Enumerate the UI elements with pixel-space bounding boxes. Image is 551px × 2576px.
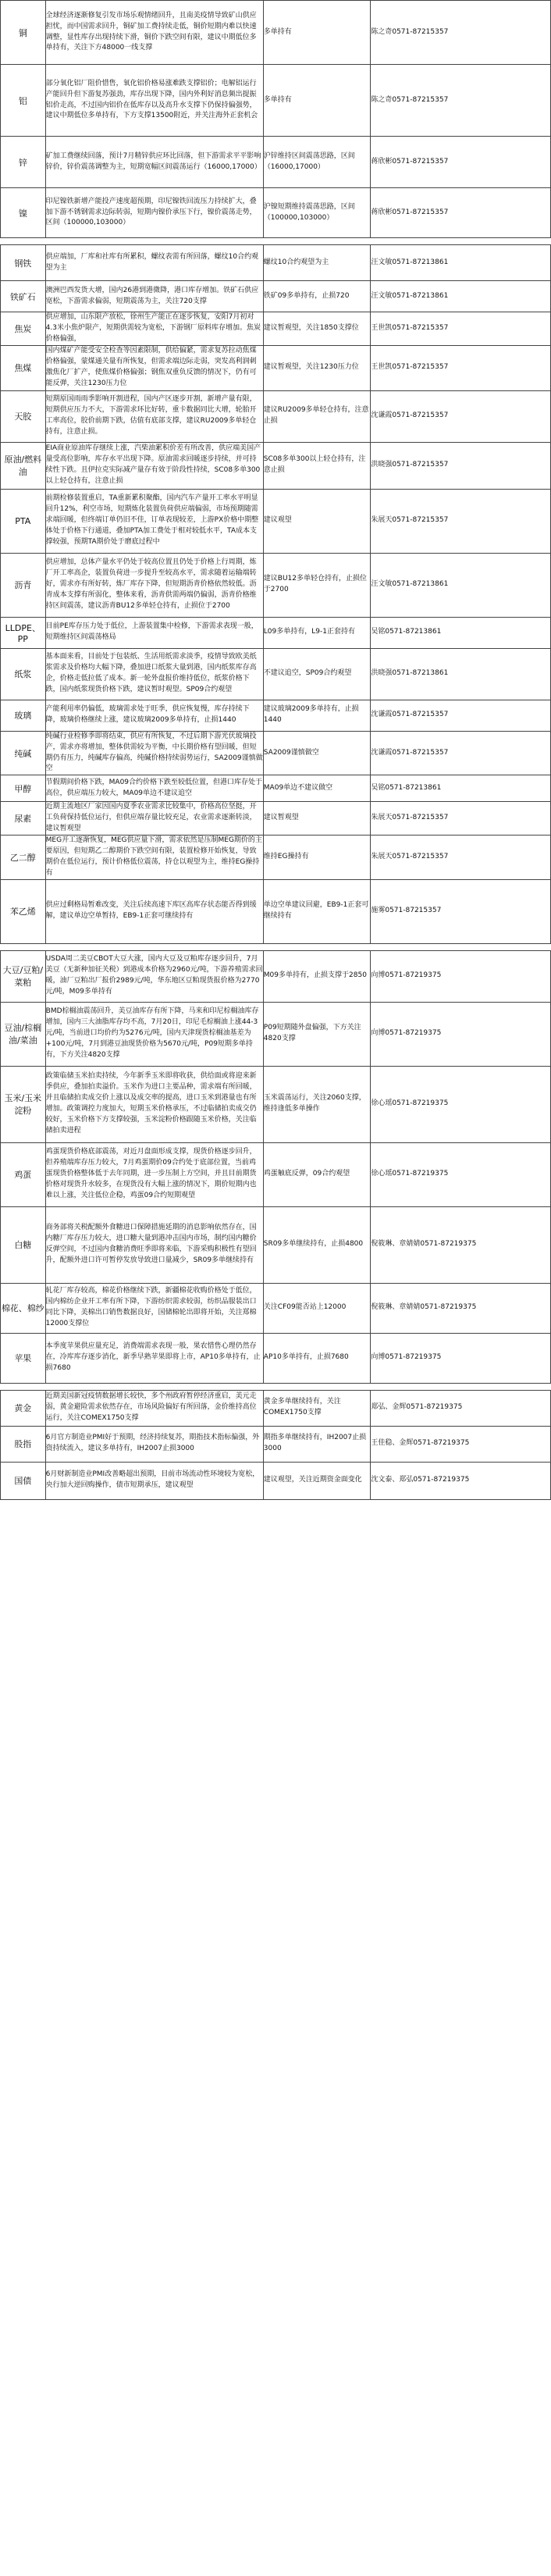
analyst-contact-text: 向博0571-87219375 (371, 971, 442, 980)
commodity-name (1, 1283, 46, 1333)
commodity-name-text: 大豆/豆粕/菜粕 (2, 965, 44, 989)
market-analysis-text: 政策临储玉米拍卖持续，今年新季玉米即将收获，供给面或将迎来新季供应，叠加拍卖溢价。玉米作为进口主要品种，需求端有所回暖，并且临储拍卖成交价上涨以及成交率的提高，进口玉米到港量也有所增加。政策调控力度加大，短期玉米价格承压，不过临储拍卖成交仍较好，玉米价格下方支撑较强，玉米淀粉价格跟随玉米价格，关注临储拍卖进程 (45, 1072, 257, 1135)
trading-view (263, 1426, 371, 1462)
trading-view (263, 345, 371, 390)
commodity-name (1, 1333, 46, 1383)
market-analysis (45, 775, 263, 802)
trading-view (263, 65, 371, 137)
commodity-name (1, 700, 46, 731)
commodity-name (1, 617, 46, 648)
analyst-contact-text: 朱展天0571-87215357 (371, 516, 449, 525)
commodity-name-text: 钢铁 (14, 258, 32, 269)
commodity-name-text: 棉花、棉纱 (1, 1303, 44, 1314)
trading-view (263, 188, 371, 238)
analyst-contact-text: 沈文泰、郑弘0571-87219375 (371, 1476, 470, 1484)
table-row (1, 312, 551, 346)
trading-view-text: SR09多单继续持有，止损4800 (263, 1240, 364, 1249)
section-gap-cell (1, 943, 551, 950)
commodity-name-text: 纯碱 (14, 748, 32, 759)
analyst-contact-text: 倪筱琳、章婧婧0571-87219375 (371, 1240, 477, 1249)
commodity-name (1, 390, 46, 442)
table-row (1, 879, 551, 943)
trading-view-text: 维持EG操持有 (263, 852, 309, 860)
trading-view (263, 442, 371, 489)
trading-view (263, 1142, 371, 1206)
table-row (1, 137, 551, 188)
market-analysis (45, 700, 263, 731)
trading-view (263, 879, 371, 943)
commodity-name-text: 铝 (18, 95, 27, 106)
analyst-contact-text: 王世凯0571-87215357 (371, 323, 449, 332)
market-analysis-text: BMD棕榈油震荡回升，美豆油库存有所下降，马来和印尼棕榈油库存增加，国内三大油脂库存均不高，7月20日，印尼毛棕榈油上涨44-3元/吨，当前进口均价约为5276元/吨，国内天津现货棕榈油基差为+100元/吨，7月到港豆油现货价格为5670元/吨，P09短期多单持有，下方关注4820支撑 (45, 1007, 259, 1060)
commodity-name (1, 1002, 46, 1066)
market-analysis-text: 6月财新制造业PMI改善略超出预期，目前市场流动性环境较为宽松，央行加大逆回购操作，债市短期承压，建议观望 (45, 1470, 260, 1490)
table-row (1, 1390, 551, 1426)
table-row (1, 1206, 551, 1283)
market-analysis-text: 基本面来看，目前处于包装纸、生活用纸需求淡季，疫情导致欧美纸浆需求及价格均大幅下降，叠加进口纸浆大量到港，国内纸浆库存高企，价格走低拉低了成本。新一轮外盘报价维持低位，纸浆价格下跌，国内纸浆现货价格下跌，建议暂时观望。SP09合约观望 (45, 653, 257, 694)
commodity-name (1, 1066, 46, 1142)
analyst-contact (371, 345, 551, 390)
market-analysis (45, 1002, 263, 1066)
commodity-name-text: 苹果 (14, 1353, 32, 1364)
trading-view (263, 137, 371, 188)
commodity-name (1, 879, 46, 943)
trading-view (263, 950, 371, 1002)
trading-view (263, 1066, 371, 1142)
analyst-contact (371, 700, 551, 731)
commodity-name (1, 1390, 46, 1426)
commodity-name-text: 焦煤 (14, 363, 32, 374)
commodity-name (1, 188, 46, 238)
analyst-contact (371, 1002, 551, 1066)
market-analysis-text: 节假期间价格下跌，MA09合约价格下跌至较低位置，但港口库存处于高位，供应端压力较大，MA09单边不建议追空 (45, 778, 263, 797)
table-row (1, 345, 551, 390)
table-row (1, 1142, 551, 1206)
table-row (1, 1066, 551, 1142)
analyst-contact (371, 879, 551, 943)
commodity-name-text: 苯乙烯 (9, 907, 36, 917)
trading-view (263, 390, 371, 442)
market-analysis-text: EIA商业原油库存继续上涨，汽柴油累积价差有所改善，供应端美国产量受高位影响，库存水平出现下降。原油需求回暖逐步持续，并可持续性下跌。且伊拉克实际减产量存有效于阶段性持续，SC08多单300以上轻仓持有，注意止损 (45, 444, 261, 486)
market-analysis (45, 731, 263, 775)
analyst-contact-text: 向博0571-87219375 (371, 1029, 442, 1038)
market-analysis (45, 1390, 263, 1426)
market-analysis (45, 281, 263, 312)
analyst-contact-text: 陈之奇0571-87215357 (371, 95, 449, 104)
trading-view-text: 期指多单继续持有，IH2007止损3000 (263, 1434, 367, 1453)
analyst-contact (371, 1333, 551, 1383)
table-row (1, 390, 551, 442)
analyst-contact-text: 陈之奇0571-87215357 (371, 27, 449, 36)
market-analysis-text: 本季度苹果供应量充足，消费端需求表现一般，果农惜售心理仍然存在，冷库库存逐步消化，新季早熟苹果即将上市，AP10多单持有，止损7680 (45, 1342, 261, 1373)
trading-view-text: 多单持有 (263, 95, 292, 104)
trading-view-text: SA2009谨慎做空 (263, 748, 319, 757)
commodity-name (1, 1462, 46, 1499)
trading-view (263, 1390, 371, 1426)
market-analysis (45, 390, 263, 442)
analyst-contact (371, 617, 551, 648)
analyst-contact (371, 1390, 551, 1426)
market-analysis-text: 6月官方制造业PMI好于预期，经济持续复苏，期指技术指标偏强，外资持续流入，建议多单持有，IH2007止损3000 (45, 1434, 260, 1453)
analyst-contact (371, 648, 551, 700)
analyst-contact (371, 1283, 551, 1333)
table-row (1, 1002, 551, 1066)
commodity-name (1, 836, 46, 880)
trading-view (263, 281, 371, 312)
commodity-name-text: 镍 (18, 208, 27, 219)
analyst-contact-text: 洪晓强0571-87215357 (371, 461, 449, 469)
market-analysis-text: 近期美国新冠疫情数据增长较快，多个州政府暂停经济重启，美元走弱，黄金避险需求依然存在，市场风险偏好有所回落，金价维持高位运行，关注COMEX1750支撑 (45, 1392, 257, 1423)
analyst-contact-text: 倪筱琳、章婧婧0571-87219375 (371, 1303, 477, 1312)
trading-view (263, 1002, 371, 1066)
market-analysis (45, 442, 263, 489)
market-analysis-text: 鸡蛋现货价格底部震荡，对近月盘面形成支撑，现货价格逐步回升，但养殖端库存压力较大，7月鸡蛋期价09合约处于底部位置，当前鸡蛋现货价格整体低于去年同期，进一步压制上方空间，并且目前期货价格对现货升水较多，在现货没有大幅上涨的情况下，期价短期内也难以上涨，关注低位企稳，鸡蛋09合约短期观望 (45, 1148, 257, 1200)
market-analysis (45, 1142, 263, 1206)
commodity-name (1, 281, 46, 312)
commodity-name (1, 245, 46, 281)
trading-view-text: 建议观望，关注近期资金面变化 (263, 1476, 362, 1484)
market-analysis-text: 全球经济逐渐修复引发市场乐观情绪回升，且南美疫情导致矿山供应担忧，而中国需求回升，铜矿加工费持续走低，铜价短期内难以快速调整，显性库存出现持续下滑，铜价下跌空间有限，建议中期低位多单持有，关注下方48000一线支撑 (45, 11, 257, 52)
table-row (1, 648, 551, 700)
trading-view-text: 建议观望 (263, 516, 292, 525)
analyst-contact (371, 950, 551, 1002)
commodity-name (1, 1142, 46, 1206)
trading-view-text: 不建议追空，SP09合约观望 (263, 669, 352, 678)
analyst-contact-text: 蒋欣彬0571-87215357 (371, 208, 449, 216)
trading-view-text: 建议暂观望，关注1850支撑位 (263, 323, 359, 332)
market-analysis-text: 产能利用率仍偏低，玻璃需求处于旺季，供应恢复慢，库存持续下降，玻璃价格继续上涨，建议玻璃2009多单持有，止损1440 (45, 705, 250, 725)
commodity-name-text: 尿素 (14, 814, 32, 825)
trading-view (263, 1333, 371, 1383)
trading-view (263, 836, 371, 880)
commodity-name-text: 锌 (18, 157, 27, 168)
commodity-name (1, 553, 46, 617)
analyst-contact-text: 徐心瑶0571-87219375 (371, 1099, 449, 1108)
commodity-name (1, 1, 46, 65)
commodity-name-text: 乙二醇 (9, 852, 36, 863)
market-analysis (45, 489, 263, 553)
analyst-contact-text: 吴铭0571-87213861 (371, 783, 442, 792)
table-row (1, 731, 551, 775)
trading-view-text: 多单持有 (263, 27, 292, 36)
commodity-name (1, 345, 46, 390)
market-analysis-text: 矿加工费继续回落，预计7月精锌供应环比回落，但下游需求平平影响锌价，锌价震荡调整为主，短期宽幅区间震荡运行（16000,17000） (45, 151, 261, 171)
analyst-contact (371, 1142, 551, 1206)
commodity-name (1, 731, 46, 775)
section-gap-cell (1, 238, 551, 245)
analyst-contact (371, 1206, 551, 1283)
trading-view (263, 553, 371, 617)
commodity-name-text: 铜 (18, 27, 27, 38)
commodity-name-text: 原油/燃料油 (4, 454, 42, 478)
market-analysis (45, 879, 263, 943)
analyst-contact (371, 390, 551, 442)
analyst-contact (371, 1426, 551, 1462)
market-analysis (45, 1333, 263, 1383)
analyst-contact-text: 朱展天0571-87215357 (371, 814, 449, 822)
trading-view-text: P09短期随外盘偏强，下方关注4820支撑 (263, 1024, 361, 1043)
analyst-contact-text: 沈谦霞0571-87215357 (371, 711, 449, 719)
table-row (1, 489, 551, 553)
trading-view-text: 关注CF09能否站上12000 (263, 1303, 347, 1312)
trading-view-text: MA09单边不建议做空 (263, 783, 333, 792)
trading-view-text: 沪锌维持区间震荡思路，区间（16000,17000） (263, 151, 355, 171)
trading-view-text: 建议玻璃2009多单持有，止损1440 (263, 705, 359, 725)
table-row (1, 700, 551, 731)
market-analysis (45, 137, 263, 188)
commodity-name-text: 玻璃 (14, 711, 32, 721)
market-analysis-text: 供应端加，厂库和社库有所累积，螺纹表需有所回落，螺纹10合约观望为主 (45, 252, 259, 272)
commodity-name-text: 国债 (14, 1476, 32, 1487)
market-analysis (45, 312, 263, 346)
table-row (1, 188, 551, 238)
analyst-contact (371, 489, 551, 553)
market-analysis (45, 1426, 263, 1462)
table-row (1, 775, 551, 802)
trading-view (263, 802, 371, 836)
table-row (1, 1426, 551, 1462)
market-analysis-text: 供应过剩格局暂难改变，关注后续高速下库区高库存状态能否得到缓解，建议单边空单暂持，EB9-1正套可继续持有 (45, 901, 257, 921)
market-analysis-text: 供应增加，山东限产放松，徐州生产能正在逐步恢复，安阳7月初对4.3米小焦炉限产，短期供需较为宽松，下游钢厂原料库存增加。焦炭价格偏强， (45, 313, 261, 343)
market-analysis (45, 802, 263, 836)
analyst-contact-text: 沈谦霞0571-87215357 (371, 748, 449, 757)
trading-view-text: 单边空单建议回避，EB9-1正套可继续持有 (263, 901, 369, 921)
analyst-contact-text: 朱展天0571-87215357 (371, 852, 449, 860)
analyst-contact (371, 65, 551, 137)
trading-view-text: 玉米震荡运行，关注2060支撑，维持逢低多单操作 (263, 1094, 366, 1113)
market-analysis (45, 65, 263, 137)
market-analysis (45, 950, 263, 1002)
market-analysis (45, 1, 263, 65)
trading-view-text: M09多单持有，止损支撑于2850 (263, 971, 367, 980)
analyst-contact-text: 汪文敏0571-87213861 (371, 291, 449, 300)
trading-view (263, 245, 371, 281)
market-analysis (45, 553, 263, 617)
table-row (1, 802, 551, 836)
commodity-name (1, 65, 46, 137)
commodity-name-text: 白糖 (14, 1240, 32, 1251)
trading-view (263, 489, 371, 553)
table-row (1, 617, 551, 648)
trading-view-text: 鸡蛋触底反弹，09合约观望 (263, 1170, 350, 1178)
trading-view (263, 700, 371, 731)
trading-view (263, 1283, 371, 1333)
analyst-contact-text: 郑弘、金辉0571-87219375 (371, 1403, 463, 1412)
commodity-name (1, 1206, 46, 1283)
commodity-name (1, 648, 46, 700)
table-row (1, 950, 551, 1002)
analyst-contact-text: 汪文敏0571-87213861 (371, 258, 449, 266)
analyst-contact (371, 137, 551, 188)
section-gap (1, 1383, 551, 1390)
analyst-contact (371, 1462, 551, 1499)
analyst-contact (371, 553, 551, 617)
analyst-contact-text: 吴铭0571-87213861 (371, 628, 442, 636)
trading-view-text: L09多单持有，L9-1正套持有 (263, 628, 355, 636)
trading-view (263, 775, 371, 802)
market-analysis-text: MEG开工逐渐恢复，MEG供应量下滑，需求依然是压制MEG期价的主要原因，但短期乙二醇期价下跌空间有限，装置检修开始恢复，导致期价在低位运行，预计价格低位震荡，持仓以观望为主，维持EG操持有 (45, 836, 262, 877)
commodity-name (1, 1426, 46, 1462)
trading-view (263, 617, 371, 648)
trading-view-text: AP10多单持有，止损7680 (263, 1353, 349, 1362)
market-analysis (45, 648, 263, 700)
market-analysis (45, 345, 263, 390)
analyst-contact-text: 洪晓强0571-87213861 (371, 669, 449, 678)
analyst-contact (371, 245, 551, 281)
table-row (1, 1462, 551, 1499)
analyst-contact (371, 188, 551, 238)
commodity-name-text: 沥青 (14, 580, 32, 591)
market-analysis-text: 部分氧化铝厂阻价惜售，氧化铝价格易涨难跌支撑铝价；电解铝运行产能回升但下游复苏强劲，库存出现下降，国内外利好消息频出提振铝价走高，不过国内铝价在低库存以及高升水支撑下仍保持偏强势，建议中期低位多单持有，下方支撑13500附近，并关注海外正套机会 (45, 79, 258, 120)
analyst-contact (371, 281, 551, 312)
table-row (1, 1283, 551, 1333)
analyst-contact (371, 802, 551, 836)
commodity-name-text: 纸浆 (14, 669, 32, 680)
table-row (1, 281, 551, 312)
trading-view (263, 1462, 371, 1499)
market-analysis-text: 供应增加，总体产量水平仍处于较高位置且仍处于价格上行周期，炼厂开工率高企，装置负荷进一步提升至较高水平，需求随着运输端转好，需求亦有所好转，炼厂库存下降，但短期沥青价格依然较低。沥青成本支撑有所弱化，整体来看，沥青供需两端仍偏弱，沥青价格维持区间震荡，建议沥青BU12多单轻仓持有，止损位于2700 (45, 558, 257, 611)
commodity-name-text: 天胶 (14, 412, 32, 422)
table-row (1, 442, 551, 489)
market-analysis (45, 1462, 263, 1499)
table-row (1, 1, 551, 65)
trading-view (263, 731, 371, 775)
section-gap (1, 238, 551, 245)
analyst-contact (371, 731, 551, 775)
market-analysis (45, 1066, 263, 1142)
trading-view-text: 建议暂观望 (263, 814, 299, 822)
analyst-contact (371, 836, 551, 880)
market-analysis-text: 短期原国雨雨季影响开割进程，国内产区逐步开割，新增产量有限，短期供应压力不大，下游需求环比好转，重卡数据同比大增，轮胎开工率高位，胶价前期下跌，估值有底部支撑，建议RU2009多单轻仓持有，注意止损。 (45, 395, 257, 436)
market-analysis (45, 188, 263, 238)
market-analysis-text: 近期主流地区厂家因国内夏季农业需求比较集中，价格高位坚挺，开工负荷保持低位运行，但供应端存量比较充足，农业需求逐渐转淡，建议暂观望 (45, 803, 257, 833)
commodity-name-text: 焦炭 (14, 323, 32, 334)
analyst-contact-text: 施雾0571-87215357 (371, 907, 442, 915)
trading-view (263, 312, 371, 346)
analyst-contact-text: 徐心瑶0571-87219375 (371, 1170, 449, 1178)
market-analysis-text: 轧花厂库存较高，棉花价格继续下跌，新疆棉花收购价格处于低位，国内棉纺企业开工率有所下降，下游纺织需求较弱，纺织品服装出口同比下降，美棉出口销售数据良好，国储棉轮出即将开始，关注郑棉12000支撑位 (45, 1287, 257, 1328)
commodity-name-text: 豆油/棕榈油/菜油 (4, 1023, 42, 1046)
analyst-contact-text: 王佳稳、金辉0571-87219375 (371, 1439, 470, 1448)
commodity-name (1, 950, 46, 1002)
table-row (1, 836, 551, 880)
market-analysis-text: 国内煤矿产能受安全检查等因素限制，供给偏紧，需求复苏拉动焦煤价格偏强，蒙煤通关量有所恢复，但需求端边际走弱，突发高利润刺激焦化厂扩产，使焦煤价格偏强；钢焦双重负反馈的情况下，仍有可能反弹，关注1230压力位 (45, 347, 257, 388)
commodity-name-text: 股指 (14, 1439, 32, 1450)
market-analysis (45, 836, 263, 880)
analyst-contact (371, 775, 551, 802)
analyst-contact-text: 汪文敏0571-87213861 (371, 580, 449, 589)
trading-view (263, 1206, 371, 1283)
section-gap (1, 943, 551, 950)
commodity-name-text: 玉米/玉米淀粉 (4, 1093, 42, 1117)
commodity-name-text: 铁矿石 (9, 291, 36, 302)
commodity-name-text: 黄金 (14, 1403, 32, 1414)
commodity-name (1, 442, 46, 489)
analyst-contact (371, 1, 551, 65)
commodity-name-text: PTA (15, 515, 31, 526)
market-analysis-text: 澳洲巴西发货大增，国内26港到港微降，港口库存增加。铁矿石供应宽松，下游需求偏弱，短期震荡为主，关注720支撑 (45, 286, 259, 305)
trading-view (263, 1, 371, 65)
market-analysis (45, 1206, 263, 1283)
trading-view-text: 螺纹10合约观望为主 (263, 258, 329, 266)
market-analysis-text: 目前PE库存压力处于低位，上游装置集中检修，下游需求表现一般，短期维持区间震荡格局 (45, 622, 258, 642)
commodity-name (1, 775, 46, 802)
market-analysis (45, 617, 263, 648)
analyst-contact (371, 312, 551, 346)
table-row (1, 245, 551, 281)
analyst-contact-text: 王世凯0571-87215357 (371, 363, 449, 372)
market-analysis-text: 纯碱行业检修季即将结束，供应有所恢复，不过后期下游光伏玻璃投产，需求亦将增加，整体供需较为平衡，中长期价格有望回暖，但短期仍有压力，纯碱库存偏高，纯碱价格持续弱势运行，SA2009谨慎做空 (45, 732, 263, 773)
commodity-name-text: 鸡蛋 (14, 1170, 32, 1181)
table-row (1, 1333, 551, 1383)
analyst-contact-text: 蒋欣彬0571-87215357 (371, 157, 449, 166)
market-analysis (45, 245, 263, 281)
table-row (1, 65, 551, 137)
trading-view-text: 铁矿09多单持有，止损720 (263, 291, 350, 300)
analyst-contact-text: 沈谦霞0571-87215357 (371, 412, 449, 420)
market-analysis-text: USDA周二美豆CBOT大豆大涨，国内大豆及豆粕库存逐步回升，7月美豆（无新种加征关税）到港成本价格为2960元/吨，下游养殖需求回暖，油厂豆粕出厂报价2989元/吨，华东地区豆粕现货报价格为2770元/吨，M09多单持有 (45, 955, 263, 996)
trading-view-text: 黄金多单继续持有，关注COMEX1750支撑 (263, 1398, 341, 1417)
analyst-contact (371, 1066, 551, 1142)
section-gap-cell (1, 1383, 551, 1390)
commodity-name (1, 137, 46, 188)
table-row (1, 553, 551, 617)
trading-view-text: 建议BU12多单轻仓持有，止损位于2700 (263, 575, 368, 594)
market-analysis (45, 1283, 263, 1333)
market-analysis-text: 印尼镍铁新增产能投产速度超预期，印尼镍铁回流压力持续扩大，叠加下游不锈钢需求边际转弱，短期内镍价承压下行，镍价震荡走势，区间（100000,103000） (45, 197, 257, 227)
analyst-contact (371, 442, 551, 489)
trading-view-text: 沪镍短期维持震荡思路，区间（100000,103000） (263, 202, 355, 222)
trading-view (263, 648, 371, 700)
commodity-name (1, 489, 46, 553)
trading-view-text: SC08多单300以上轻仓持有，注意止损 (263, 455, 366, 475)
trading-view-text: 建议RU2009多单轻仓持有，注意止损 (263, 406, 369, 426)
trading-view-text: 建议暂观望，关注1230压力位 (263, 363, 359, 372)
commodity-name-text: LLDPE、PP (5, 622, 41, 644)
market-analysis-text: 前期检修装置重启，TA重新累积聚酯，国内汽车产量开工率水平明显回升12%，利空市场，短期炼化装置负荷供应端偏弱，市场预期随需求端回暖，但终端订单仍旧不佳，订单表现较差，上游PX价格中期整体处于价格下行通道，叠加PTA加工费处于相对较低水平，TA成本支撑较强，预期TA期价处于磨底过程中 (45, 494, 259, 547)
analyst-contact-text: 向博0571-87219375 (371, 1353, 442, 1362)
commodity-name (1, 802, 46, 836)
commodity-name (1, 312, 46, 346)
commodity-name-text: 甲醇 (14, 783, 32, 794)
market-analysis-text: 商务部将关税配额外食糖进口保障措施延期的消息影响依然存在，国内糖厂库存压力较大，进口糖大量到港冲击国内市场，制约国内糖价反弹空间，不过国内食糖消费旺季即将来临，下游采购积极性有望回升，配额外进口许可暂停发放导致进口量减少，SR09多单继续持有 (45, 1224, 257, 1265)
